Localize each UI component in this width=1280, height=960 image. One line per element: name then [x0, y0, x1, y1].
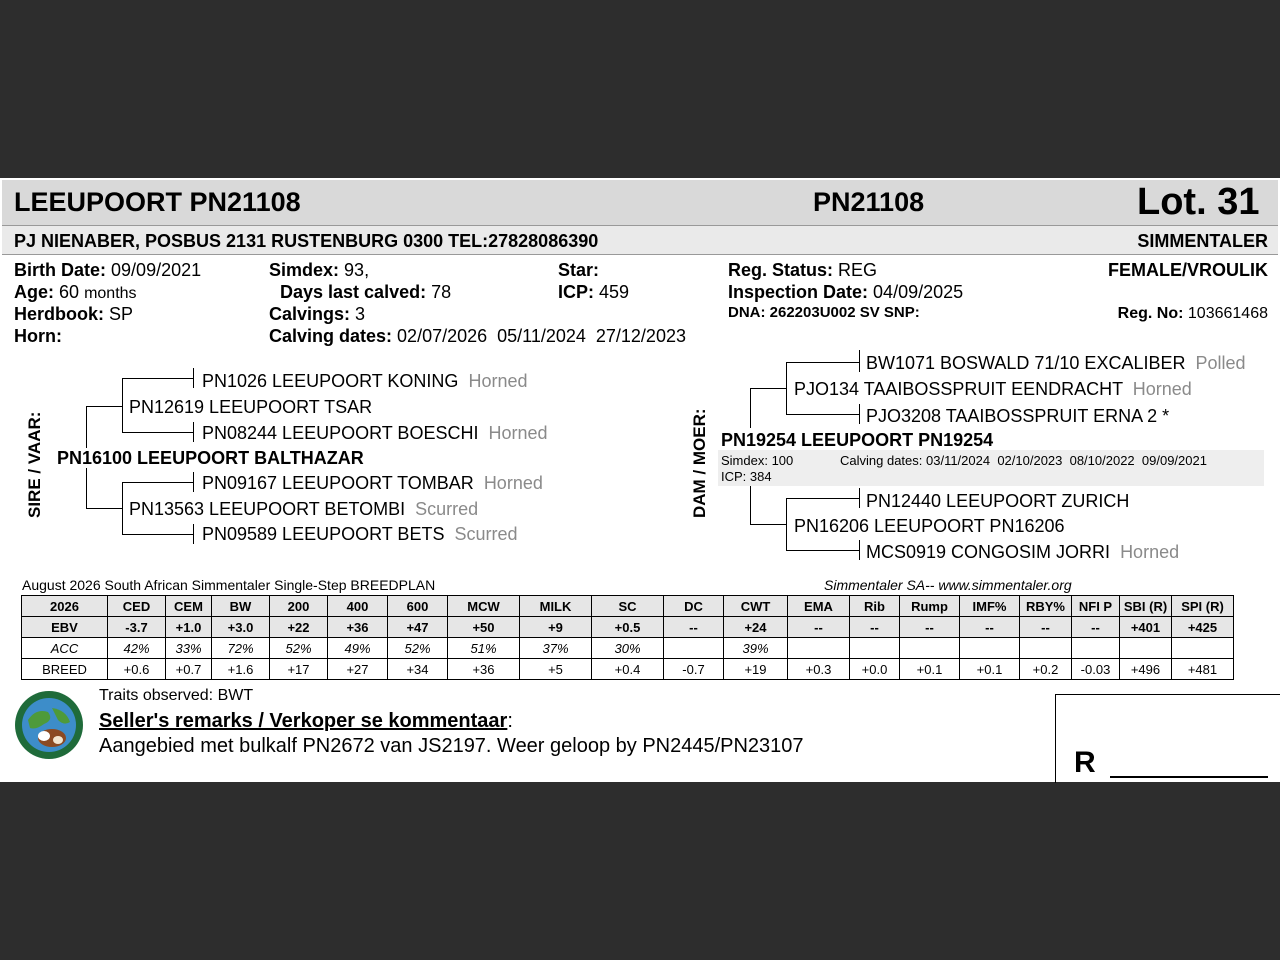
ebv-cell: +22 — [270, 617, 328, 638]
headers-cell: Rib — [850, 596, 900, 617]
breed-cell: +0.2 — [1020, 659, 1072, 680]
breed-cell: +0.6 — [108, 659, 166, 680]
acc-row — [22, 638, 1234, 659]
headers-cell: EMA — [788, 596, 850, 617]
acc-cell — [1172, 638, 1234, 659]
acc-cell — [1020, 638, 1072, 659]
breed-row — [22, 659, 1234, 680]
sire-mm: PN09589 LEEUPOORT BETS Scurred — [202, 524, 518, 544]
breed-cell: -0.7 — [664, 659, 724, 680]
sire-name: PN16100 LEEUPOORT BALTHAZAR — [57, 448, 364, 468]
lot-card — [0, 178, 1280, 782]
headers-cell: Rump — [900, 596, 960, 617]
ebv-cell: -- — [900, 617, 960, 638]
horn: Horn: — [14, 326, 62, 346]
dam-calving-dates: Calving dates: 03/11/2024 02/10/2023 08/10/2022 09/09/2021 — [840, 453, 1207, 468]
herdbook: Herdbook: SP — [14, 304, 134, 324]
calvings: Calvings: 3 — [269, 304, 366, 324]
sire-ff: PN1026 LEEUPOORT KONING Horned — [202, 371, 528, 391]
breed-cell: +0.0 — [850, 659, 900, 680]
ebv-cell: -- — [1020, 617, 1072, 638]
headers-cell: NFI P — [1072, 596, 1120, 617]
dam-side-label: DAM / MOER: — [690, 408, 709, 518]
animal-id: PN21108 — [813, 187, 925, 217]
ebv-cell: -- — [850, 617, 900, 638]
breed-cell: +1.6 — [212, 659, 270, 680]
star: Star: — [558, 260, 600, 280]
acc-cell: 49% — [328, 638, 388, 659]
dam-ff: BW1071 BOSWALD 71/10 EXCALIBER Polled — [866, 353, 1246, 373]
headers-cell: RBY% — [1020, 596, 1072, 617]
ebv-cell: +50 — [448, 617, 520, 638]
dam-mf: PN12440 LEEUPOORT ZURICH — [866, 491, 1130, 511]
ebv-cell: -- — [788, 617, 850, 638]
sire-mf: PN09167 LEEUPOORT TOMBAR Horned — [202, 473, 543, 493]
sire-side-label: SIRE / VAAR: — [25, 411, 44, 518]
acc-cell — [1072, 638, 1120, 659]
headers-cell: CED — [108, 596, 166, 617]
acc-cell — [900, 638, 960, 659]
inspection-date: Inspection Date: 04/09/2025 — [728, 282, 964, 302]
headers-cell: 600 — [388, 596, 448, 617]
ebv-cell: +36 — [328, 617, 388, 638]
breed-cell: +36 — [448, 659, 520, 680]
breed-cell: +17 — [270, 659, 328, 680]
reg-no: Reg. No: 103661468 — [1117, 305, 1268, 322]
acc-cell: 37% — [520, 638, 592, 659]
acc-cell: 52% — [388, 638, 448, 659]
icp: ICP: 459 — [558, 282, 630, 302]
ebv-cell: EBV — [22, 617, 108, 638]
headers-cell: BW — [212, 596, 270, 617]
breedplan-title: August 2026 South African Simmentaler Single-Step BREEDPLAN — [22, 577, 436, 593]
breed-cell: +0.1 — [900, 659, 960, 680]
dam-mm: MCS0919 CONGOSIM JORRI Horned — [866, 542, 1180, 562]
headers-cell: CEM — [166, 596, 212, 617]
breed-cell: +0.7 — [166, 659, 212, 680]
headers-cell: SC — [592, 596, 664, 617]
headers-cell: SPI (R) — [1172, 596, 1234, 617]
sire-mother: PN13563 LEEUPOORT BETOMBI Scurred — [129, 499, 479, 519]
headers-cell: 200 — [270, 596, 328, 617]
headers-cell: CWT — [724, 596, 788, 617]
breed-cell: +0.1 — [960, 659, 1020, 680]
sire-father: PN12619 LEEUPOORT TSAR — [129, 397, 373, 417]
simmentaler-sa-logo-icon — [14, 690, 84, 760]
traits-observed: Traits observed: BWT — [99, 687, 254, 704]
ebv-cell: -- — [1072, 617, 1120, 638]
lot-number: Lot. 31 — [1137, 181, 1260, 223]
ebv-cell: +9 — [520, 617, 592, 638]
acc-cell: 42% — [108, 638, 166, 659]
acc-cell — [960, 638, 1020, 659]
dam-mother: PN16206 LEEUPOORT PN16206 — [794, 516, 1065, 536]
price-line[interactable] — [1110, 776, 1268, 778]
ebv-cell: +0.5 — [592, 617, 664, 638]
headers-cell: SBI (R) — [1120, 596, 1172, 617]
reg-status: Reg. Status: REG — [728, 260, 878, 280]
remarks-text: Aangebied met bulkalf PN2672 van JS2197. Weer geloop by PN2445/PN23107 — [99, 735, 804, 757]
dam-fm: PJO3208 TAAIBOSSPRUIT ERNA 2 * — [866, 406, 1170, 426]
breed-cell: +19 — [724, 659, 788, 680]
headers-cell: IMF% — [960, 596, 1020, 617]
acc-cell: 39% — [724, 638, 788, 659]
acc-cell — [788, 638, 850, 659]
breed-cell: +27 — [328, 659, 388, 680]
ebv-row — [22, 617, 1234, 638]
dam-father: PJO134 TAAIBOSSPRUIT EENDRACHT Horned — [794, 379, 1192, 399]
ebv-table — [21, 595, 1234, 680]
breed-cell: +0.4 — [592, 659, 664, 680]
acc-cell — [1120, 638, 1172, 659]
calving-dates: Calving dates: 02/07/2026 05/11/2024 27/12/2023 — [269, 326, 686, 346]
breed-cell: +34 — [388, 659, 448, 680]
breedplan-source: Simmentaler SA-- www.simmentaler.org — [824, 577, 1072, 593]
acc-cell: 52% — [270, 638, 328, 659]
dna: DNA: 262203U002 SV SNP: — [728, 304, 920, 321]
headers-cell: MCW — [448, 596, 520, 617]
headers-cell: 400 — [328, 596, 388, 617]
ebv-cell: -- — [664, 617, 724, 638]
breed-cell: +5 — [520, 659, 592, 680]
acc-cell: 33% — [166, 638, 212, 659]
sire-fm: PN08244 LEEUPOORT BOESCHI Horned — [202, 423, 548, 443]
dam-name: PN19254 LEEUPOORT PN19254 — [721, 430, 994, 450]
ebv-cell: -- — [960, 617, 1020, 638]
ebv-header-row — [22, 596, 1234, 617]
remarks-title: Seller's remarks / Verkoper se kommentaar: — [99, 710, 513, 732]
breed-name: SIMMENTALER — [1137, 231, 1268, 251]
breed-cell: +0.3 — [788, 659, 850, 680]
dam-simdex: Simdex: 100 — [721, 453, 794, 468]
price-currency: R — [1074, 746, 1096, 779]
ebv-cell: -3.7 — [108, 617, 166, 638]
acc-cell: 30% — [592, 638, 664, 659]
headers-cell: 2026 — [22, 596, 108, 617]
ebv-cell: +47 — [388, 617, 448, 638]
acc-cell: 72% — [212, 638, 270, 659]
age: Age: 60 months — [14, 282, 137, 302]
headers-cell: DC — [664, 596, 724, 617]
acc-cell: 51% — [448, 638, 520, 659]
acc-cell: ACC — [22, 638, 108, 659]
simdex: Simdex: 93, — [269, 260, 370, 280]
days-last-calved: Days last calved: 78 — [280, 282, 452, 302]
birth-date: Birth Date: 09/09/2021 — [14, 260, 202, 280]
breed-cell: BREED — [22, 659, 108, 680]
acc-cell — [664, 638, 724, 659]
breed-cell: +496 — [1120, 659, 1172, 680]
ebv-cell: +1.0 — [166, 617, 212, 638]
ebv-cell: +401 — [1120, 617, 1172, 638]
acc-cell — [850, 638, 900, 659]
ebv-cell: +3.0 — [212, 617, 270, 638]
breed-cell: +481 — [1172, 659, 1234, 680]
dam-icp: ICP: 384 — [721, 469, 772, 484]
sex: FEMALE/VROULIK — [1108, 260, 1268, 280]
ebv-cell: +425 — [1172, 617, 1234, 638]
headers-cell: MILK — [520, 596, 592, 617]
owner-address: PJ NIENABER, POSBUS 2131 RUSTENBURG 0300 TEL:27828086390 — [14, 231, 599, 251]
animal-name: LEEUPOORT PN21108 — [14, 187, 301, 217]
breed-cell: -0.03 — [1072, 659, 1120, 680]
ebv-cell: +24 — [724, 617, 788, 638]
